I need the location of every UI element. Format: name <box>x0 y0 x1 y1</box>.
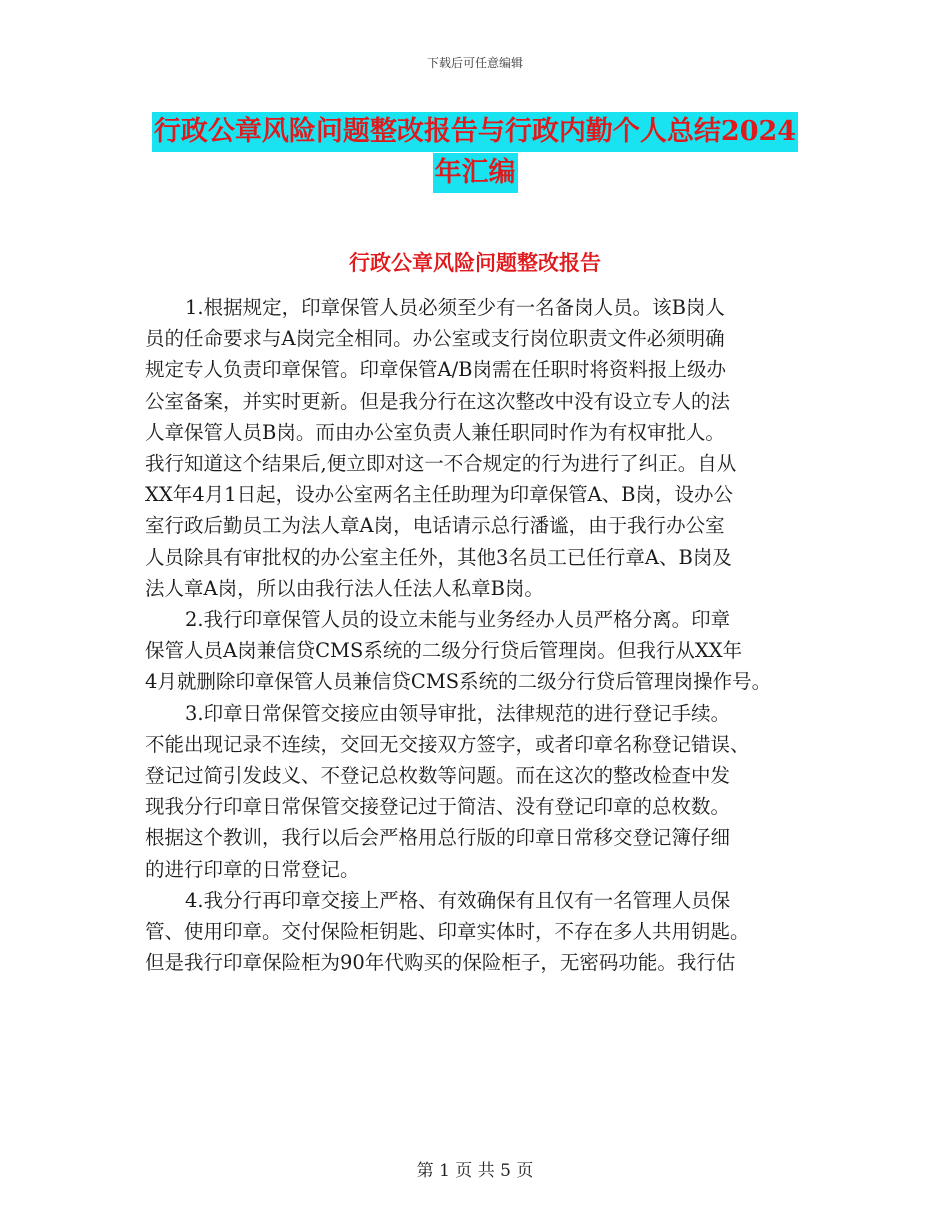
body-line: 管、使用印章。交付保险柜钥匙、印章实体时，不存在多人共用钥匙。 <box>145 920 750 944</box>
body-line: 员的任命要求与A岗完全相同。办公室或支行岗位职责文件必须明确 <box>145 327 725 351</box>
body-line: 公室备案，并实时更新。但是我分行在这次整改中没有设立专人的法 <box>145 389 731 413</box>
document-title-line-2: 年汇编 <box>433 153 518 193</box>
body-line: 的进行印章的日常登记。 <box>145 857 360 881</box>
page-footer: 第 1 页 共 5 页 <box>416 1161 534 1181</box>
document-title-line-2-wrap <box>0 153 950 193</box>
body-line: 规定专人负责印章保管。印章保管A/B岗需在任职时将资料报上级办 <box>145 358 726 382</box>
body-line: 我行知道这个结果后,便立即对这一不合规定的行为进行了纠正。自从 <box>145 452 737 476</box>
body-text <box>145 292 825 978</box>
body-line: 室行政后勤员工为法人章A岗，电话请示总行潘谧，由于我行办公室 <box>145 514 725 538</box>
body-line: 3.印章日常保管交接应由领导审批，法律规范的进行登记手续。 <box>185 701 731 725</box>
body-line: 但是我行印章保险柜为90年代购买的保险柜子，无密码功能。我行估 <box>145 951 736 975</box>
body-line: XX年4月1日起，设办公室两名主任助理为印章保管A、B岗，设办公 <box>145 483 733 507</box>
body-line: 登记过简引发歧义、不登记总枚数等问题。而在这次的整改检查中发 <box>145 764 731 788</box>
section-title: 行政公章风险问题整改报告 <box>349 250 601 275</box>
body-line: 根据这个教训，我行以后会严格用总行版的印章日常移交登记簿仔细 <box>145 826 731 850</box>
body-line: 人章保管人员B岗。而由办公室负责人兼任职同时作为有权审批人。 <box>145 420 725 444</box>
page-header-note: 下载后可任意编辑 <box>426 56 523 70</box>
body-line: 4.我分行再印章交接上严格、有效确保有且仅有一名管理人员保 <box>185 888 731 912</box>
body-line: 现我分行印章日常保管交接登记过于简洁、没有登记印章的总枚数。 <box>145 795 731 819</box>
document-title-line-1: 行政公章风险问题整改报告与行政内勤个人总结2024 <box>152 112 798 152</box>
body-line: 4月就删除印章保管人员兼信贷CMS系统的二级分行贷后管理岗操作号。 <box>145 670 772 694</box>
body-line: 1.根据规定，印章保管人员必须至少有一名备岗人员。该B岗人 <box>185 296 725 319</box>
body-line: 法人章A岗，所以由我行法人任法人私章B岗。 <box>145 576 544 600</box>
body-line: 人员除具有审批权的办公室主任外，其他3名员工已任行章A、B岗及 <box>145 545 732 569</box>
body-line: 不能出现记录不连续，交回无交接双方签字，或者印章名称登记错误、 <box>145 732 750 756</box>
document-title-line-1-wrap <box>0 112 950 152</box>
body-line: 2.我行印章保管人员的设立未能与业务经办人员严格分离。印章 <box>185 608 731 632</box>
body-line: 保管人员A岗兼信贷CMS系统的二级分行贷后管理岗。但我行从XX年 <box>145 639 743 663</box>
